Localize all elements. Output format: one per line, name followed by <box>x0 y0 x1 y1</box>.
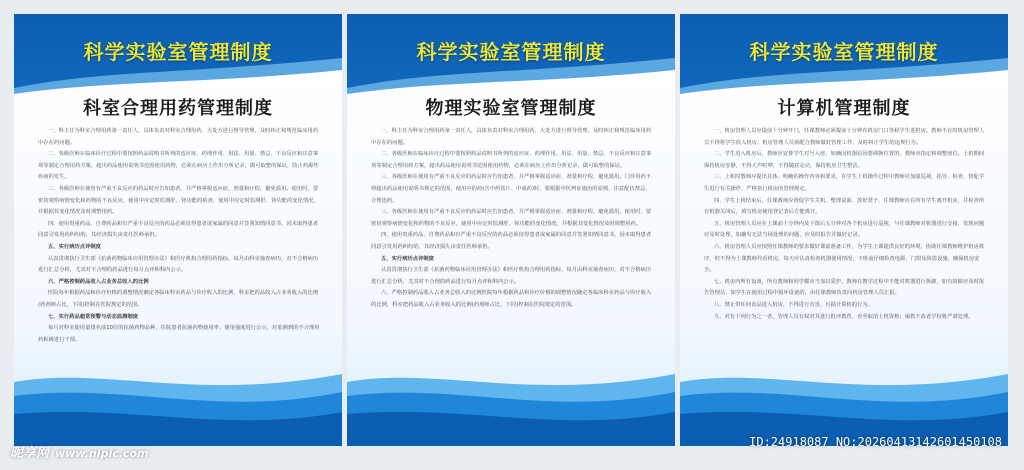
rule-paragraph: 四、使用贵重药品、自费药品和有严重不良反应的药品必须征得患者或家属的同意并签署知情同意书，因未取得患者同意引发用药纠纷的，其经济损失由责任医师承担。 <box>38 220 319 239</box>
rule-paragraph: 认真贯彻执行卫生部《抗菌药物临床应用管理办法》和医疗机构合理用药指标，每月由科室抽查病历，对不合格病历进行汇总分析，尤其对不合理的药品进行每月点评和科内公示。 <box>38 255 319 274</box>
rule-paragraph: 二、各级医师在临床诊疗过程中要按照药品说明书所列的适应症、药理作用、用法、用量、禁忌、不良反应和注意事项等制定合理用药方案，超出药品使用说明书范围使用药物，必须在病历上作出分析记录，做可取整的保证。 <box>371 151 652 169</box>
rule-paragraph: 八、禁止带任何食品进入机房，不得进行有害，污损计算机的行为。 <box>714 301 873 308</box>
rule-paragraph: 医院每年根据药品和诊疗价格的调整情况确定各临床科室药品与诊疗收入的比例，科室把药品收入占业务收入的比例(药剂师占比，下同)控制在医院规定的范围。 <box>38 290 319 308</box>
rule-paragraph: 认真贯彻执行卫生部《抗菌药物临床应用管理办法》和医疗机构合理用药指标，每月由科室抽查病历，对不合格病历进行汇总分析，尤其对不合理的药品进行每月点评和科内公示。 <box>371 267 652 285</box>
rule-paragraph: 五、机房管理人员应在上课前十分钟内及下课后五分钟对各个机房进行巡视，与任课教师对机器进行交接，发现问题应及时处理，如确有无法当场处理的问题，应及时报告并做好记录。 <box>704 220 985 239</box>
banner-title: 科学实验室管理制度 <box>749 40 939 64</box>
poster-panel-1 <box>14 14 342 446</box>
watermark-site: www.nipic.com <box>55 447 149 460</box>
rule-paragraph: 一、机房管理人员应提前十分钟开门，任课教师必须提前十分钟在机房门口等候学生进机房。教师不在时机房管理人员不得将学生放入机房。机房管理人员须配合教师做好管理工作，及时纠正学生的违规行为。 <box>704 128 985 146</box>
rule-paragraph: 二、学生进入机房后，教师应安排学生对号入座，如确因机器原因要调换位置的，教师应指定和调整座位。上机期间保持机房安静，不得大声喧哗，不得随意走动，保持机房卫生整洁。 <box>704 151 985 169</box>
rule-paragraph: 三、各级医师在使用有严重不良反应的药品时应告知患者，并严格掌握适应症、剂量和疗程，避免滥用。使用时，要密切观察病情变化和药物的不良反应，使用中应定时监测肝、肾功能的变化情况，并根据其变化情况及时调整用药。 <box>371 209 652 227</box>
section-heading: 五、实行病历点评制度 <box>48 243 101 250</box>
rule-paragraph: 一、科主任为科室合理用药第一责任人，具体负责对科室合理用药、大处方进行督导管理，及时纠正和规范临床用药中存在的问题。 <box>38 128 319 146</box>
rule-paragraph: 三、各级医师在使用有严重不良反应的药品时应告知患者，并严格掌握适应症、剂量和疗程，避免滥用。门诊用药不得超出药品使用说明书规定的范围，使用中的药(含中药饮片、中成药)时，要根据中医辨证施治的原则，注意配伍禁忌，合理选药。 <box>371 174 652 204</box>
document-title: 计算机管理制度 <box>777 98 911 119</box>
section-heading: 六、严格控制药品收入占业务总收入的比例 <box>48 278 149 285</box>
watermark-logo <box>10 442 148 461</box>
banner-title: 科学实验室管理制度 <box>416 40 606 64</box>
rule-paragraph: 每月对科室使用量排名前10位的抗菌药物品种，住院患者抗菌药物使用率、使用强度进行公示，对监测到的不合理用药积极进行干预。 <box>38 325 320 343</box>
watermark-id: ID:24918087 NO:20260413142601450108 <box>749 435 1002 449</box>
poster-panel-2 <box>347 14 675 446</box>
rule-paragraph: 三、上机时教师应提出具体、明确的操作内容和要求，在学生上机操作过程中教师应加强巡视，指导、检查，督促学生进行有关操作，严格执行机房的管理规定。 <box>704 174 985 192</box>
rule-paragraph: 四、学生上机结束后，任课教师应督促学生关机、整理桌面、放好凳子，任课教师应在所有学生离开机房，并检查所有机器关闭后，填写机房使用登记表后方能离开。 <box>704 197 985 216</box>
banner-title: 科学实验室管理制度 <box>83 40 273 64</box>
poster-panel-3 <box>680 14 1008 446</box>
document-body <box>38 126 320 346</box>
section-heading: 七、实行药品超常预警与动态监测制度 <box>48 313 139 320</box>
section-heading: 五、实行病历点评制度 <box>381 255 434 262</box>
rule-paragraph: 九、对有下列行为之一者，管理人员有权对其进行批评教育，直至取消上机资格；屡教不改者学校将严肃处理。 <box>714 313 974 320</box>
rule-paragraph: 七、机房内所有设备，所有教师和同学都应当加以爱护，教师在教学过程中不能对机器进行拆卸，如有故障应及时报告管理员，如学生在使用过程中损坏设备的，由任课教师负责向机房管理人员汇报。 <box>704 278 985 297</box>
watermark-logo-text: 昵享网 <box>10 446 50 461</box>
rule-paragraph: 二、各级医师在临床诊疗过程中要按照药品说明书所列的适应症、药理作用、用法、用量、禁忌、不良反应和注意事项等制定合理用药方案，超出药品使用说明书范围使用药物，必须在病历上作出分析记录，做可取整的保证，防止药源性疾病的发生。 <box>38 151 319 181</box>
document-title: 物理实验室管理制度 <box>425 98 597 119</box>
rule-paragraph: 一、科主任为科室合理用药第一责任人，具体负责对科室合理用药、大处方进行督导管理，及时纠正和规范临床用药中存在的问题。 <box>371 128 652 146</box>
rule-paragraph: 三、各级医师在使用有严重不良反应的药品时应告知患者，并严格掌握适应症、剂量和疗程，避免滥用。使用时，要密切观察病情变化和药物的不良反应，使用中应定时监测肝、肾功能的检查，使用中应定时监测肝、肾功能的变化情况，并根据其变化情况及时调整用药。 <box>38 185 319 216</box>
rule-paragraph: 六、严格控制药品收入占业务总收入的比例医院每年根据药品和诊疗价格的调整情况确定各临床科室药品与诊疗收入的比例，科室把药品收入占业务收入的比例(药剂师占比，下同)控制在医院规定的范围。 <box>371 290 652 308</box>
rule-paragraph: 四、使用贵重药品、自费药品和有严重不良反应的药品必须征得患者或家属的同意并签署知情同意书，因未取得患者同意引发用药纠纷的，其经济损失由责任医师承担。 <box>371 232 652 250</box>
rule-paragraph: 六、机房管理人员应按照任课教师的要求做好课前准备工作，为学生上课提供良好的环境，协助任课教师维护机房秩序，但不得为上课教师代看机房，每天应认真检查机器使用情况，下班前仔细检查电源、门窗及防盗设施，确保机房安全。 <box>704 243 985 274</box>
document-body <box>371 126 653 312</box>
document-body <box>704 126 986 323</box>
document-title: 科室合理用药管理制度 <box>83 98 273 119</box>
